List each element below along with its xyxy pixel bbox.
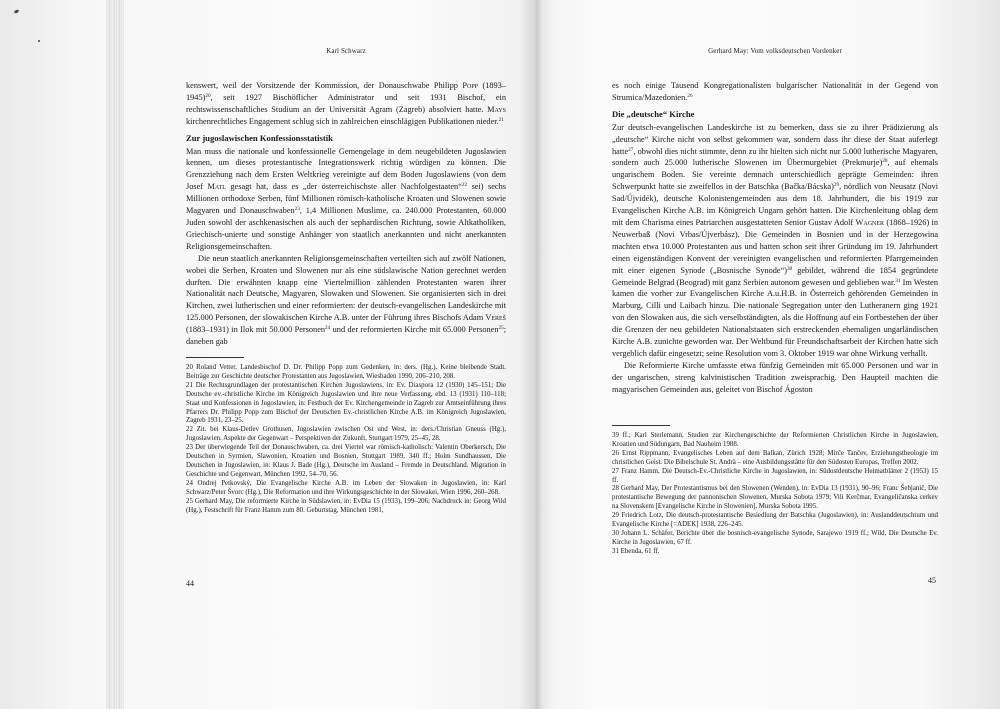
text-run: Zur deutsch-evangelischen Landeskirche ist zu bemerken, dass sie zu ihrer Prädizierung als „deutsche“ Kirche nicht von selbst gekommen war, sondern dass ihr diese der Staat auferlegt hatte bbox=[612, 122, 938, 156]
footnote-ref[interactable]: 22 bbox=[461, 182, 468, 189]
left-body-text bbox=[186, 80, 506, 348]
paragraph bbox=[186, 80, 506, 128]
footnote-ref[interactable]: 21 bbox=[498, 116, 504, 123]
footnote: 20 Roland Vetter, Landesbischof D. Dr. Philipp Popp zum Gedenken, in: ders. (Hg.), Keine bleibende Stadt. Beiträge zur Geschichte deutscher Protestanten aus Jugoslawien, Wiesbaden 1990, 206–210, 208. bbox=[186, 364, 506, 380]
author-name: Mays bbox=[487, 104, 506, 114]
author-name: Vereš bbox=[485, 313, 506, 323]
paragraph bbox=[612, 80, 938, 104]
page-number-right: 45 bbox=[928, 576, 936, 585]
paragraph: Die Reformierte Kirche umfasste etwa fünfzig Gemeinden mit 65.000 Personen und war in der ungarischen, streng kalvinistischen Tradition zweisprachig. Den Haupteil machten die magyarischen Gemeinden aus, geleitet von Bischof Ágoston bbox=[612, 360, 938, 394]
footnote-ref[interactable]: 30 bbox=[787, 265, 793, 272]
running-head-left: Karl Schwarz bbox=[326, 47, 366, 55]
footnote-ref[interactable]: 29 bbox=[833, 182, 840, 189]
left-footnotes bbox=[186, 364, 506, 515]
right-footnotes bbox=[612, 432, 938, 557]
footnote-ref[interactable]: 20 bbox=[205, 92, 211, 99]
text-run: sei) sechs Millionen orthodoxe Serben, fünf Millionen römisch-katholische Kroaten und Slowenen sowie Magyaren und Donauschwaben bbox=[186, 182, 506, 216]
footnote: 21 Die Rechtsgrundlagen der protestantischen Kirchen Jugoslawiens, in: Ev. Diaspora 12 (1930) 145–151; Die Deutsche ev.-christliche Kirche im Königreich Jugoslawien und ihre neue Verfassung, ebd. 13 (1931) 110–118; Staat und Konfessionen in Jugoslawien, in: Festbuch der Ev. Kirchengemeinde in Zagreb zur Amtseinführung ihres Pfarrers Dr. Philipp Popp zum Bischof der Deutschen Ev.-christlichen Kirche A.B. im Königreich Jugoslawien, Zagreb 1931, 23–25. bbox=[186, 381, 506, 425]
text-run: , seit 1927 Bischöflicher Administrator und seit 1931 Bischof, ein rechtswissenschaftliches Studium an der Universität Agram (Zagreb) absolviert hatte. bbox=[186, 92, 506, 114]
text-run: (1893–1945) bbox=[186, 81, 506, 102]
footnote: 23 Der überwiegende Teil der Donauschwaben, ca. drei Viertel war römisch-katholisch: Valentin Oberkersch, Die Deutschen in Syrmien, Slawonien, Kroatien und Bosnien, Stuttgart 1989, 340 ff.; Holm Sundhaussen, Die Deutschen in Jugoslawien, in: Klaus J. Bade (Hg.), Deutsche im Ausland – Fremde in Deutschland. Migration in Geschichte und Gegenwart, München 1992, 54–70, 56. bbox=[186, 444, 506, 478]
footnote-ref[interactable]: 25 bbox=[498, 325, 504, 332]
section-heading: Die „deutsche“ Kirche bbox=[612, 108, 695, 119]
paragraph bbox=[612, 122, 938, 360]
text-run: kirchenrechtliches Engagement schlug sich in zahlreichen einschlägigen Publikationen nieder. bbox=[186, 116, 499, 126]
text-run: gebildet, während die 1854 gegründete Gemeinde Belgrad (Beograd) mit ganz Serbien autonom gewesen und geblieben war. bbox=[612, 265, 938, 287]
text-run: gesagt hat, dass es „der österreichischste aller Nachfolgestaaten“ bbox=[225, 182, 462, 192]
running-head-right: Gerhard May: Vom volksdeutschen Vordenker bbox=[708, 47, 842, 55]
text-run: es noch einige Tausend Kongregationalisten bulgarischer Nationalität in der Gegend von Strumica/Mazedonien. bbox=[612, 81, 938, 102]
footnote-ref[interactable]: 23 bbox=[294, 206, 300, 213]
paragraph bbox=[186, 253, 506, 348]
footnote: 29 Friedrich Lotz, Die deutsch-protestantische Besiedlung der Batschka (Jugoslawien), in: Auslanddeutschtum und Evangelische Kirche [=ADEK] 1938, 226–245. bbox=[612, 512, 938, 529]
left-page bbox=[186, 0, 506, 709]
right-body-text bbox=[612, 80, 938, 396]
footnote: 22 Zit. bei Klaus-Detlev Grothusen, Jugoslawien zwischen Ost und West, in: ders./Christian Gneuss (Hg.), Jugoslawien. Aspekte der Gegenwart – Perspektiven der Zukunft, Stuttgart 1979, 25–45, 28. bbox=[186, 426, 506, 443]
book-gutter-shadow bbox=[518, 0, 554, 709]
text-run: (1868–1926) in Neuwerbaß (Novi Vrbas/Újverbász). Die Gemeinden in Bosnien und in der Herzegowina machten etwa 10.000 Protestanten aus und hatten schon seit ihrer Gründung im 19. Jahrhundert einen eigenständigen Konvent der vereinigten evangelischen und reformierten Pfarrgemeinden mit einer eigenen Synode („Bosnische Synode“) bbox=[612, 217, 939, 275]
text-run: Man muss die nationale und konfessionelle Gemengelage in dem neugebildeten Jugoslawien kennen, um dieses protestantische Integrationswerk richtig würdigen zu können. Die Grenzziehung nach dem Ersten Weltkrieg vereinigte auf dem Boden Jugoslawiens (von dem Josef bbox=[186, 146, 506, 192]
text-run: und der reformierten Kirche mit 65.000 Personen bbox=[330, 325, 499, 335]
author-name: Wagner bbox=[855, 217, 885, 227]
footnote: 25 Gerhard May, Die reformierte Kirche in Südslawien, in: EvDia 15 (1933), 199–206; Nachdruck in: Georg Wild (Hg.), Festschrift für Franz Hamm zum 80. Geburtstag, München 1981, bbox=[186, 497, 506, 514]
footnote-rule bbox=[612, 425, 670, 426]
author-name: Popp bbox=[462, 81, 478, 90]
text-run: , 1,4 Millionen Muslime, ca. 240.000 Protestanten, 60.000 Juden sowohl der aschkenasischen als auch der sephardischen Richtung, sowie Altkatholiken, Griechisch-unierte und sonstige Anhänger von staatlich anerkannten und nicht anerkannten Religionsgemeinschaften. bbox=[186, 206, 506, 251]
footnote-ref[interactable]: 26 bbox=[687, 92, 693, 99]
footnote: 31 Ebenda, 61 ff. bbox=[612, 547, 660, 555]
section-heading: Zur jugoslawischen Konfessionsstatistik bbox=[186, 132, 333, 143]
scan-speck bbox=[38, 40, 40, 42]
footnote-rule bbox=[186, 357, 244, 358]
text-run: Die neun staatlich anerkannten Religionsgemeinschaften verteilten sich auf zwölf Nationen, wobei die Serben, Kroaten und Slowenen nur als eine südslawische Nation gerechnet werden durften. Die erwähnten knapp eine Viertelmillion zählenden Protestanten waren ihrer Nationalität nach Deutsche, Magyaren, Slowaken und Slowenen. Sie organisierten sich in drei Kirchen, zwei lutherischen und einer reformierten: der deutsch-evangelischen Landeskirche mit 125.000 Personen, der slowakischen Kirche A.B. unter der Führung ihres Bischofs Adam bbox=[186, 253, 506, 323]
text-run: (1883–1931) in Ilok mit 50.000 Personen bbox=[186, 325, 326, 335]
right-page bbox=[612, 0, 938, 709]
footnote-ref[interactable]: 24 bbox=[325, 325, 331, 332]
footnote: 27 Franz Hamm, Die Deutsch-Ev.-Christliche Kirche in Jugoslawien, in: Südostdeutsche Heimatblätter 2 (1953) 15 ff. bbox=[612, 467, 938, 484]
text-run: , obwohl dies nicht stimmte, denn zu ihr hielten sich nicht nur 5.000 lutherische Magyaren, sondern auch 25.000 lutherische Slowenen im Übermurgebiet (Prekmurje) bbox=[612, 146, 938, 168]
author-name: Matl bbox=[207, 182, 226, 192]
footnote: 24 Ondrej Petkovský, Die Evangelische Kirche A.B. im Leben der Slowaken in Jugoslawien, in: Karl Schwarz/Peter Švorc (Hg.), Die Reformation und ihre Wirkungsgeschichte in der Slowakei, Wien 1996, 260–268. bbox=[186, 479, 506, 496]
footnote-ref[interactable]: 31 bbox=[895, 277, 901, 284]
text-run: , nördlich von Neusatz (Novi Sad/Újvidék), deutsche Kolonistengemeinden aus dem 18. Jahrhundert, die bis 1919 zur Evangelischen Kirche A.B. im Königreich Ungarn gehört hatten. Die Kirchenleitung oblag dem mit dem Charisma eines Patriarchen ausgestatteten Senior Gustav Adolf bbox=[612, 182, 939, 227]
footnote-ref[interactable]: 27 bbox=[628, 146, 634, 153]
text-run: kenswert, weil der Vorsitzende der Kommission, der Donauschwabe Philipp bbox=[186, 81, 463, 90]
text-run: ; daneben gab bbox=[186, 325, 506, 347]
page-edge-stack bbox=[106, 0, 124, 709]
text-run: Im Westen kamen die vorher zur Evangelischen Kirche A.u.H.B. in Österreich gehörenden Gemeinden in Marburg, Cilli und Laibach hinzu. Die nationale Segregation unter den Lutheranern ging 1921 von den Slowaken aus, die sich verselbständigten, als die Hoffnung auf ein Fortbestehen der über die Grenzen der neu gebildeten Nationalstaaten sich erstreckenden ehemaligen ungarländischen Kirche A.B. zunichte geworden war. Der Weltbund für Freundschaftsarbeit der Kirchen hatte sich vergeblich dafür eingesetzt; seine Resolution vom 3. Oktober 1919 war ohne Wirkung verhallt. bbox=[612, 277, 938, 358]
footnote: 26 Ernst Rippmann, Evangelisches Leben auf dem Balkan, Zürich 1928; Mirče Tančev, Erziehungstheologie im christlichen Geist. Die Bibelschule St. Andrä – eine Ausbildungsstätte für den Südosten Europas, Treffen 2002. bbox=[612, 449, 938, 466]
footnote: 28 Gerhard May, Der Protestantismus bei den Slowenen (Wenden), in: EvDia 13 (1931), 90–96; Franc Šebjanič, Die protestantische Bewegung der pannonischen Slowenen, Murska Sobota 1979; Vili Kerčmar, Evangeličanska cerkev na Slovenskem [Evangelische Kirche in Slowenien], Murska Sobota 1995. bbox=[612, 485, 938, 511]
paragraph bbox=[186, 146, 506, 253]
footnote-ref[interactable]: 28 bbox=[882, 158, 888, 165]
footnote: 30 Johann L. Schäfer, Berichte über die bosnisch-evangelische Synode, Sarajewo 1919 ff.; Wild, Die Deutsche Ev. Kirche in Jugoslawien, 67 ff. bbox=[612, 529, 938, 546]
footnote: 39 ff.; Karl Sterlemann, Studien zur Kirchengeschichte der Reformierten Christlichen Kirche in Jugoslawien, Kroatien und Südungarn, Bad Nauheim 1988. bbox=[612, 432, 938, 448]
text-run: , auf ehemals ungarischem Boden. Sie vereinte demnach unterschiedlich geprägte Gemeinden: ihren Schwerpunkt hatte sie zweifellos in der Batschka (Bačka/Bácska) bbox=[612, 158, 938, 192]
page-number-left: 44 bbox=[186, 579, 194, 588]
